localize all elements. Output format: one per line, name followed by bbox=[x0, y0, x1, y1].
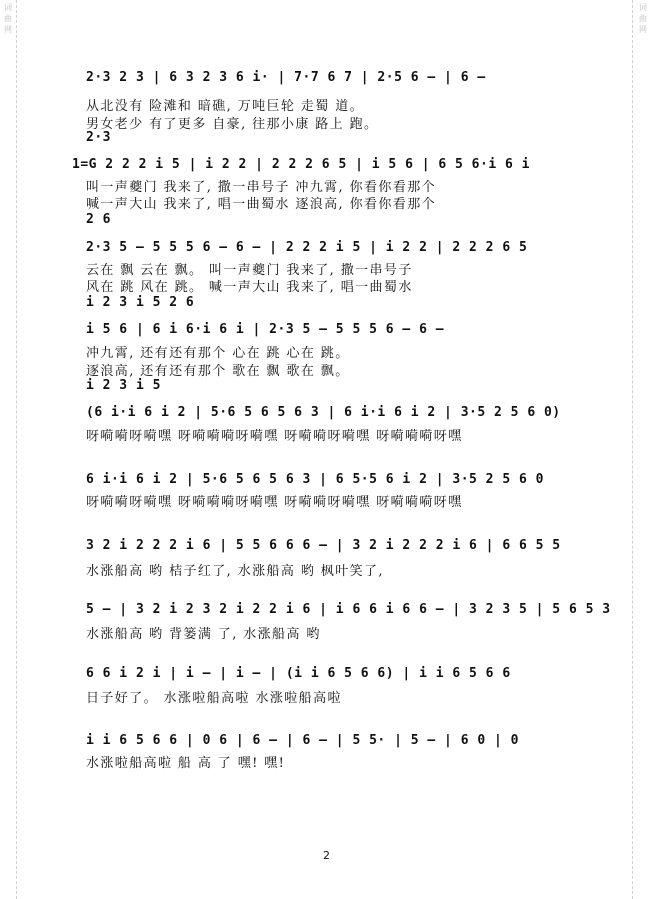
lyrics-row: 男女老少 有了更多 自豪, 往那小康 路上 跑。 bbox=[86, 117, 379, 132]
lyrics-row: 水涨啦船高啦 船 高 了 嘿! 嘿! bbox=[86, 756, 286, 771]
lyrics-row: 云在 飘 云在 飘。 叫一声夔门 我来了, 撒一串号子 bbox=[86, 263, 413, 278]
notes-row: i 2 3 i 5 2 6 bbox=[86, 295, 195, 310]
lyrics-row: 喊一声大山 我来了, 唱一曲蜀水 逐浪高, 你看你看那个 bbox=[86, 197, 436, 212]
notes-row: 2·3 2 3 | 6 3 2 3 6 i· | 7·7 6 7 | 2·5 6 – | 6 – bbox=[86, 70, 486, 85]
notes-row: (6 i·i 6 i 2 | 5·6 5 6 5 6 3 | 6 i·i 6 i 2 | 3·5 2 5 6 0) bbox=[86, 405, 561, 420]
notes-row: 1=G 2 2 2 i 5 | i 2 2 | 2 2 2 6 5 | i 5 6 | 6 5 6·i 6 i bbox=[72, 157, 530, 172]
notes-row: 6 6 i 2 i | i – | i – | (i i 6 5 6 6) | i i 6 5 6 6 bbox=[86, 666, 511, 681]
right-margin bbox=[632, 0, 653, 899]
notes-row: 6 i·i 6 i 2 | 5·6 5 6 5 6 3 | 6 5·5 6 i 2 | 3·5 2 5 6 0 bbox=[86, 472, 544, 487]
notes-row: 3 2 i 2 2 2 i 6 | 5 5 6 6 6 – | 3 2 i 2 2 2 i 6 | 6 6 5 5 bbox=[86, 538, 561, 553]
lyrics-row: 水涨船高 哟 桔子红了, 水涨船高 哟 枫叶笑了, bbox=[86, 564, 384, 579]
page-number: 2 bbox=[323, 849, 330, 862]
notes-row: i 5 6 | 6 i 6·i 6 i | 2·3 5 – 5 5 5 6 – 6 – bbox=[86, 322, 445, 337]
lyrics-row: 叫一声夔门 我来了, 撒一串号子 冲九霄, 你看你看那个 bbox=[86, 180, 436, 195]
lyrics-row: 呀嗬嗬呀嗬嘿 呀嗬嗬嗬呀嗬嘿 呀嗬嗬呀嗬嘿 呀嗬嗬嗬呀嘿 bbox=[86, 429, 463, 444]
lyrics-row: 日子好了。 水涨啦船高啦 水涨啦船高啦 bbox=[86, 691, 342, 706]
notes-row: 5 – | 3 2 i 2 3 2 i 2 2 i 6 | i 6 6 i 6 6 – | 3 2 3 5 | 5 6 5 3 bbox=[86, 602, 611, 617]
notes-row: i 2 3 i 5 bbox=[86, 378, 161, 393]
lyrics-row: 风在 跳 风在 跳。 喊一声大山 我来了, 唱一曲蜀水 bbox=[86, 280, 413, 295]
lyrics-row: 逐浪高, 还有还有那个 歌在 飘 歌在 飘。 bbox=[86, 364, 350, 379]
lyrics-row: 从北没有 险滩和 暗礁, 万吨巨轮 走蜀 道。 bbox=[86, 99, 364, 114]
notes-row: 2·3 bbox=[86, 130, 111, 145]
lyrics-row: 呀嗬嗬呀嗬嘿 呀嗬嗬嗬呀嗬嘿 呀嗬嗬呀嗬嘿 呀嗬嗬嗬呀嘿 bbox=[86, 495, 463, 510]
notes-row: 2 6 bbox=[86, 212, 111, 227]
notes-row: 2·3 5 – 5 5 5 6 – 6 – | 2 2 2 i 5 | i 2 2 | 2 2 2 6 5 bbox=[86, 240, 528, 255]
watermark-left-1: 词 曲 网 bbox=[4, 3, 12, 34]
lyrics-row: 水涨船高 哟 背篓满 了, 水涨船高 哟 bbox=[86, 627, 321, 642]
watermark-right-1: 词 曲 网 bbox=[639, 3, 647, 34]
left-margin bbox=[0, 0, 17, 899]
lyrics-row: 冲九霄, 还有还有那个 心在 跳 心在 跳。 bbox=[86, 346, 350, 361]
notes-row: i i 6 5 6 6 | 0 6 | 6 – | 6 – | 5 5· | 5 – | 6 0 | 0 bbox=[86, 733, 519, 748]
